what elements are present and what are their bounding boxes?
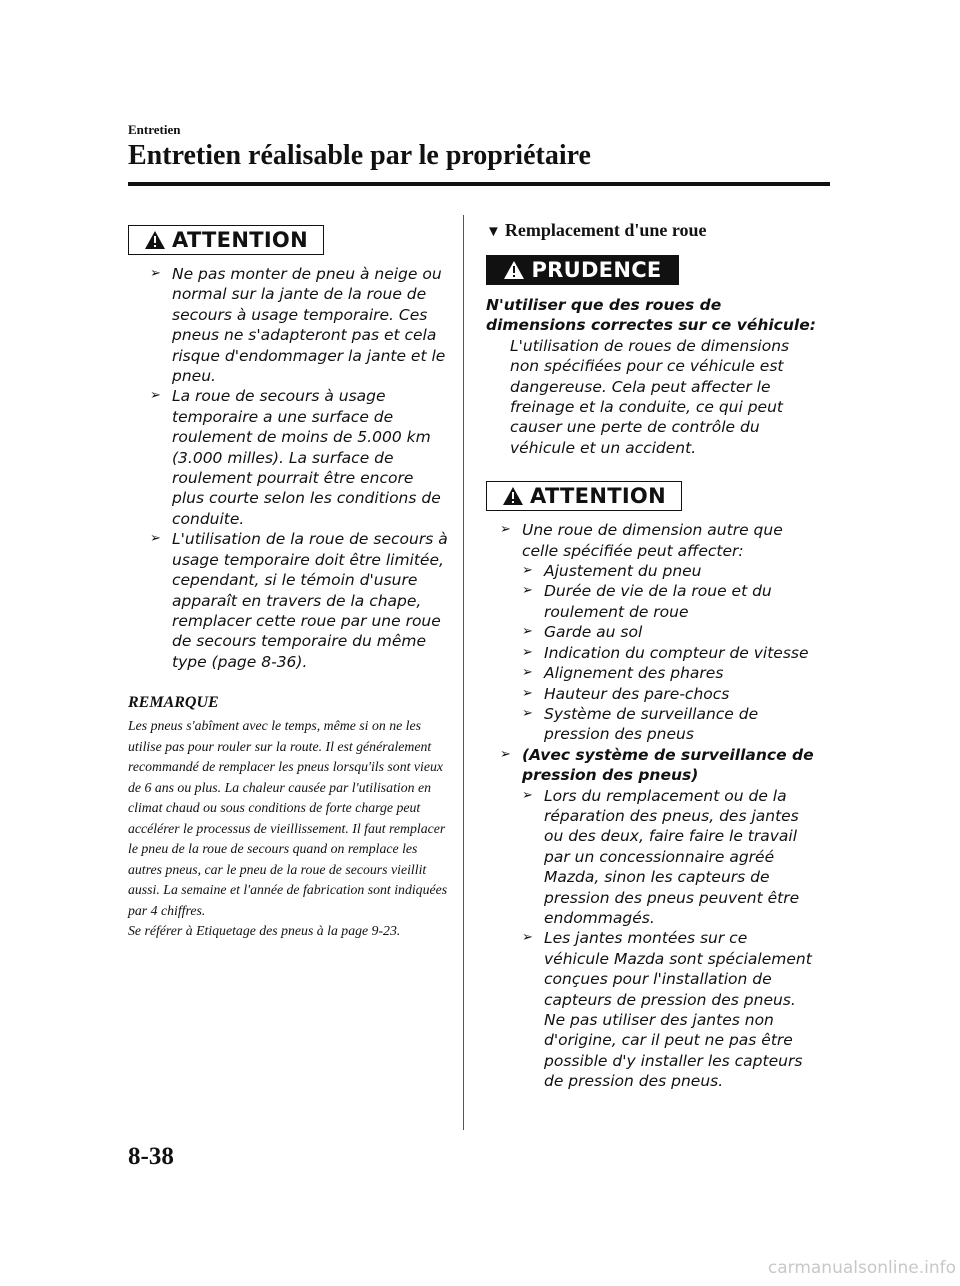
attention-list — [500, 520, 816, 1091]
remarque-title: REMARQUE — [128, 694, 219, 712]
arrowhead-bullet-icon: ➢ — [522, 930, 533, 946]
list-item: ➢ (Avec système de surveillance de pression des pneus) ➢ Lors du remplacement ou de la réparation des pneus, des jantes ou des deux, faire faire le travail par un concessionnaire agréé Mazda, sinon les capteurs de pression des pneus peuvent être endommagés. ➢ Les jantes montées sur ce véhicule Mazda sont spécialement conçues pour l'installation de capteurs de pression des pneus. Ne pas utiliser des jantes non d'origine, car il peut ne pas être possible d'y installer les capteurs de pression des pneus. — [500, 745, 816, 1092]
list-item: ➢ La roue de secours à usage temporaire a une surface de roulement de moins de 5.000 km (3.000 milles). La surface de roulement pourrait être encore plus courte selon les conditions de conduite. — [150, 387, 441, 528]
warning-triangle-icon — [503, 260, 525, 280]
attention-banner — [486, 481, 682, 511]
sub-list-item: ➢ Hauteur des pare-chocs — [522, 684, 730, 703]
sub-list-item: ➢ Les jantes montées sur ce véhicule Mazda sont spécialement conçues pour l'installation de capteurs de pression des pneus. Ne pas utiliser des jantes non d'origine, car il peut ne pas être possible d'y installer les capteurs de pression des pneus. — [522, 929, 812, 1091]
prudence-lead: N'utiliser que des roues de dimensions correctes sur ce véhicule: — [486, 296, 816, 335]
sub-list-item: ➢ Durée de vie de la roue et du roulement de roue — [522, 582, 772, 621]
warning-triangle-icon — [144, 230, 166, 250]
section-heading: ▼ Remplacement d'une roue — [486, 220, 707, 240]
prudence-banner — [486, 255, 679, 285]
attention-banner — [128, 225, 324, 255]
down-triangle-icon: ▼ — [486, 224, 501, 240]
page-number: 8-38 — [128, 1143, 174, 1170]
arrowhead-bullet-icon: ➢ — [150, 531, 161, 547]
page-title: Entretien réalisable par le propriétaire — [128, 140, 591, 171]
attention-label: ATTENTION — [172, 228, 308, 252]
attention-list — [150, 264, 448, 672]
prudence-text: L'utilisation de roues de dimensions non spécifiées pour ce véhicule est dangereuse. Cela peut affecter le freinage et la conduite, ce qui peut causer une perte de contrôle du véhicule et un accident. — [510, 336, 790, 457]
arrowhead-bullet-icon: ➢ — [522, 644, 533, 660]
attention-label: ATTENTION — [530, 484, 666, 509]
sub-list-item: ➢ Indication du compteur de vitesse — [522, 643, 809, 662]
arrowhead-bullet-icon: ➢ — [500, 746, 511, 762]
right-column — [486, 220, 816, 1092]
arrowhead-bullet-icon: ➢ — [500, 522, 511, 538]
sub-list-item: ➢ Système de surveillance de pression des pneus — [522, 704, 759, 744]
sub-list-item: ➢ Garde au sol — [522, 623, 643, 642]
prudence-label: PRUDENCE — [531, 258, 662, 282]
list-item: ➢ Ne pas monter de pneu à neige ou normal sur la jante de la roue de secours à usage temporaire. Ces pneus ne s'adapteront pas et cela risque d'endommager la jante et le pneu. — [150, 265, 446, 386]
watermark: carmanualsonline.info — [767, 1258, 956, 1278]
arrowhead-bullet-icon: ➢ — [522, 563, 533, 579]
sub-list — [522, 561, 816, 745]
warning-triangle-icon — [502, 486, 524, 506]
arrowhead-bullet-icon: ➢ — [522, 583, 533, 599]
remarque-text: Les pneus s'abîment avec le temps, même si on ne les utilise pas pour rouler sur la route. Il est généralement recommandé de remplacer les pneus lorsqu'ils sont vieux de 6 ans ou plus. La chaleur causée par l'utilisation en climat chaud ou sous conditions de forte charge peut accélérer le processus de vieillissement. Il faut remplacer le pneu de la roue de secours quand on remplace les autres pneus, car le pneu de la roue de secours vieillit aussi. La semaine et l'année de fabrication sont indiquées par 4 chiffres. — [128, 718, 448, 918]
arrowhead-bullet-icon: ➢ — [522, 624, 533, 640]
remarque-reference: Se référer à Etiquetage des pneus à la page 9-23. — [128, 923, 401, 939]
column-divider — [463, 215, 464, 1130]
arrowhead-bullet-icon: ➢ — [522, 685, 533, 701]
arrowhead-bullet-icon: ➢ — [150, 388, 161, 404]
sub-list — [522, 786, 816, 1092]
sub-list-item: ➢ Alignement des phares — [522, 664, 724, 683]
arrowhead-bullet-icon: ➢ — [522, 665, 533, 681]
section-label: Entretien — [128, 122, 181, 137]
list-item: ➢ Une roue de dimension autre que celle spécifiée peut affecter: ➢ Ajustement du pneu ➢ Durée de vie de la roue et du roulement de roue ➢ Garde au sol ➢ Indication du compteur de vitesse ➢ Alignement des phares ➢ Hauteur des pare-chocs ➢ Système de surveillance de pression des pneus — [500, 520, 816, 744]
arrowhead-bullet-icon: ➢ — [522, 787, 533, 803]
arrowhead-bullet-icon: ➢ — [150, 266, 161, 281]
left-column — [128, 225, 448, 942]
sub-list-item: ➢ Lors du remplacement ou de la réparation des pneus, des jantes ou des deux, faire faire le travail par un concessionnaire agréé Mazda, sinon les capteurs de pression des pneus peuvent être endommagés. — [522, 786, 800, 927]
list-item: ➢ L'utilisation de la roue de secours à usage temporaire doit être limitée, cependant, si le témoin d'usure apparaît en travers de la chape, remplacer cette roue par une roue de secours temporaire du même type (page 8-36). — [150, 530, 448, 671]
arrowhead-bullet-icon: ➢ — [522, 705, 533, 721]
sub-list-item: ➢ Ajustement du pneu — [522, 562, 702, 581]
header-rule — [128, 182, 830, 186]
